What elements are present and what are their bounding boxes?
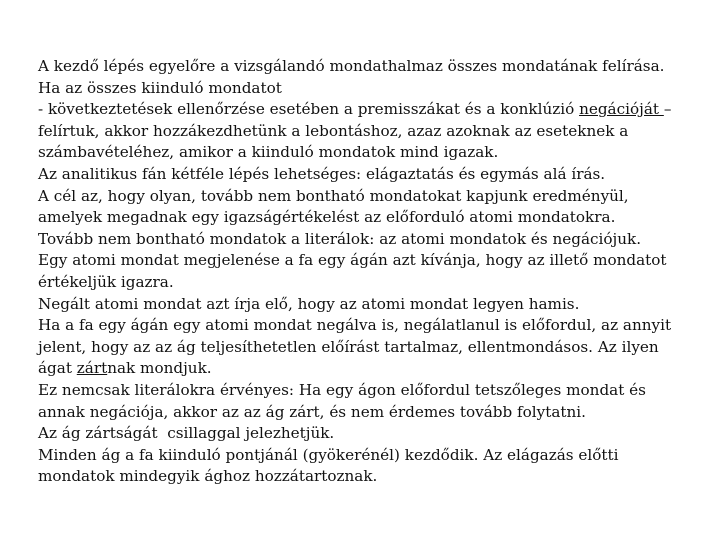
text-line: felírtuk, akkor hozzákezdhetünk a lebontáshoz, azaz azoknak az eseteknek a — [38, 121, 629, 140]
text-line: annak negációja, akkor az az ág zárt, és nem érdemes tovább folytatni. — [38, 402, 586, 421]
text-segment: ágat — [38, 359, 77, 378]
text-line: Egy atomi mondat megjelenése a fa egy ágán azt kívánja, hogy az illető mondatot — [38, 251, 667, 270]
text-line: mondatok mindegyik ághoz hozzátartoznak. — [38, 467, 378, 486]
text-line: A cél az, hogy olyan, tovább nem bontható mondatokat kapjunk eredményül, — [38, 186, 629, 205]
text-line: amelyek megadnak egy igazságértékelést az előforduló atomi mondatokra. — [38, 208, 616, 227]
text-segment: – — [663, 100, 672, 119]
text-line: Tovább nem bontható mondatok a literálok: az atomi mondatok és negációjuk. — [38, 229, 642, 248]
text-line — [38, 99, 688, 121]
text-line: értékeljük igazra. — [38, 272, 174, 291]
text-line — [38, 358, 688, 380]
text-line: Minden ág a fa kiinduló pontjánál (gyökerénél) kezdődik. Az elágazás előtti — [38, 445, 619, 464]
underlined-term: zárt — [76, 359, 108, 378]
text-line: Ha a fa egy ágán egy atomi mondat negálva is, negálatlanul is előfordul, az annyit — [38, 316, 672, 335]
text-line: Az analitikus fán kétféle lépés lehetséges: elágaztatás és egymás alá írás. — [38, 164, 606, 183]
underlined-term: negációját — [579, 100, 664, 119]
text-line: számbavételéhez, amikor a kiinduló mondatok mind igazak. — [38, 143, 499, 162]
text-line: Ez nemcsak literálokra érvényes: Ha egy ágon előfordul tetszőleges mondat és — [38, 380, 646, 399]
body-text — [38, 56, 688, 488]
text-line: Az ág zártságát csillaggal jelezhetjük. — [38, 424, 335, 443]
text-line: Ha az összes kiinduló mondatot — [38, 78, 282, 97]
text-line: jelent, hogy az az ág teljesíthetetlen előírást tartalmaz, ellentmondásos. Az ilyen — [38, 337, 659, 356]
text-line: A kezdő lépés egyelőre a vizsgálandó mondathalmaz összes mondatának felírása. — [38, 57, 665, 75]
text-line: Negált atomi mondat azt írja elő, hogy az atomi mondat legyen hamis. — [38, 294, 580, 313]
text-segment: - következtetések ellenőrzése esetében a premisszákat és a konklúzió — [38, 100, 580, 119]
text-segment: nak mondjuk. — [107, 359, 212, 378]
